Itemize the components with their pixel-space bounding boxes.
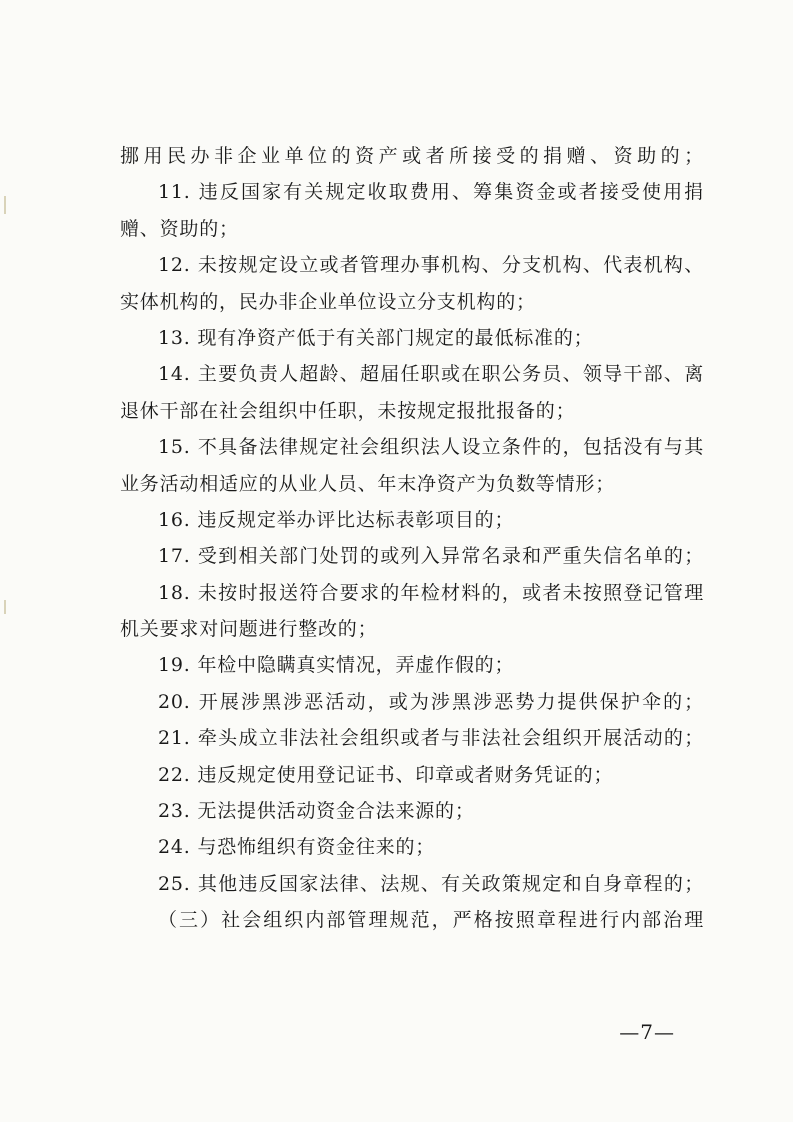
text-line: 退休干部在社会组织中任职，未按规定报批报备的； (120, 399, 576, 422)
text-line: 22. 违反规定使用登记证书、印章或者财务凭证的； (158, 763, 614, 786)
text-line: 18. 未按时报送符合要求的年检材料的，或者未按照登记管理 (158, 581, 704, 604)
text-line: 业务活动相适应的从业人员、年末净资产为负数等情形； (120, 472, 616, 495)
text-line: 23. 无法提供活动资金合法来源的； (158, 800, 475, 823)
text-line: 12. 未按规定设立或者管理办事机构、分支机构、代表机构、 (158, 254, 704, 277)
text-line: 14. 主要负责人超龄、超届任职或在职公务员、领导干部、离 (158, 363, 704, 386)
text-line: 赠、资助的； (120, 217, 239, 240)
text-line: 13. 现有净资产低于有关部门规定的最低标准的； (158, 326, 594, 349)
text-line: 实体机构的，民办非企业单位设立分支机构的； (120, 290, 536, 313)
text-line: 16. 违反规定举办评比达标表彰项目的； (158, 508, 515, 531)
text-line: 挪用民办非企业单位的资产或者所接受的捐赠、资助的； (120, 145, 704, 167)
text-line: 15. 不具备法律规定社会组织法人设立条件的，包括没有与其 (158, 436, 704, 459)
text-line: 机关要求对问题进行整改的； (120, 618, 378, 641)
text-line: 21. 牵头成立非法社会组织或者与非法社会组织开展活动的； (158, 727, 704, 750)
text-line: 25. 其他违反国家法律、法规、有关政策规定和自身章程的； (158, 872, 704, 895)
text-line: 17. 受到相关部门处罚的或列入异常名录和严重失信名单的； (158, 545, 704, 568)
text-line: （三）社会组织内部管理规范，严格按照章程进行内部治理 (158, 909, 704, 932)
left-edge-mark-2 (4, 600, 6, 614)
text-line: 20. 开展涉黑涉恶活动，或为涉黑涉恶势力提供保护伞的； (158, 690, 704, 713)
left-edge-mark (4, 196, 6, 214)
text-line: 24. 与恐怖组织有资金往来的； (158, 836, 436, 859)
document-body (120, 138, 704, 939)
page-number: —7— (619, 1020, 675, 1044)
text-line: 19. 年检中隐瞒真实情况，弄虚作假的； (158, 654, 515, 677)
text-line: 11. 违反国家有关规定收取费用、筹集资金或者接受使用捐 (158, 181, 704, 204)
